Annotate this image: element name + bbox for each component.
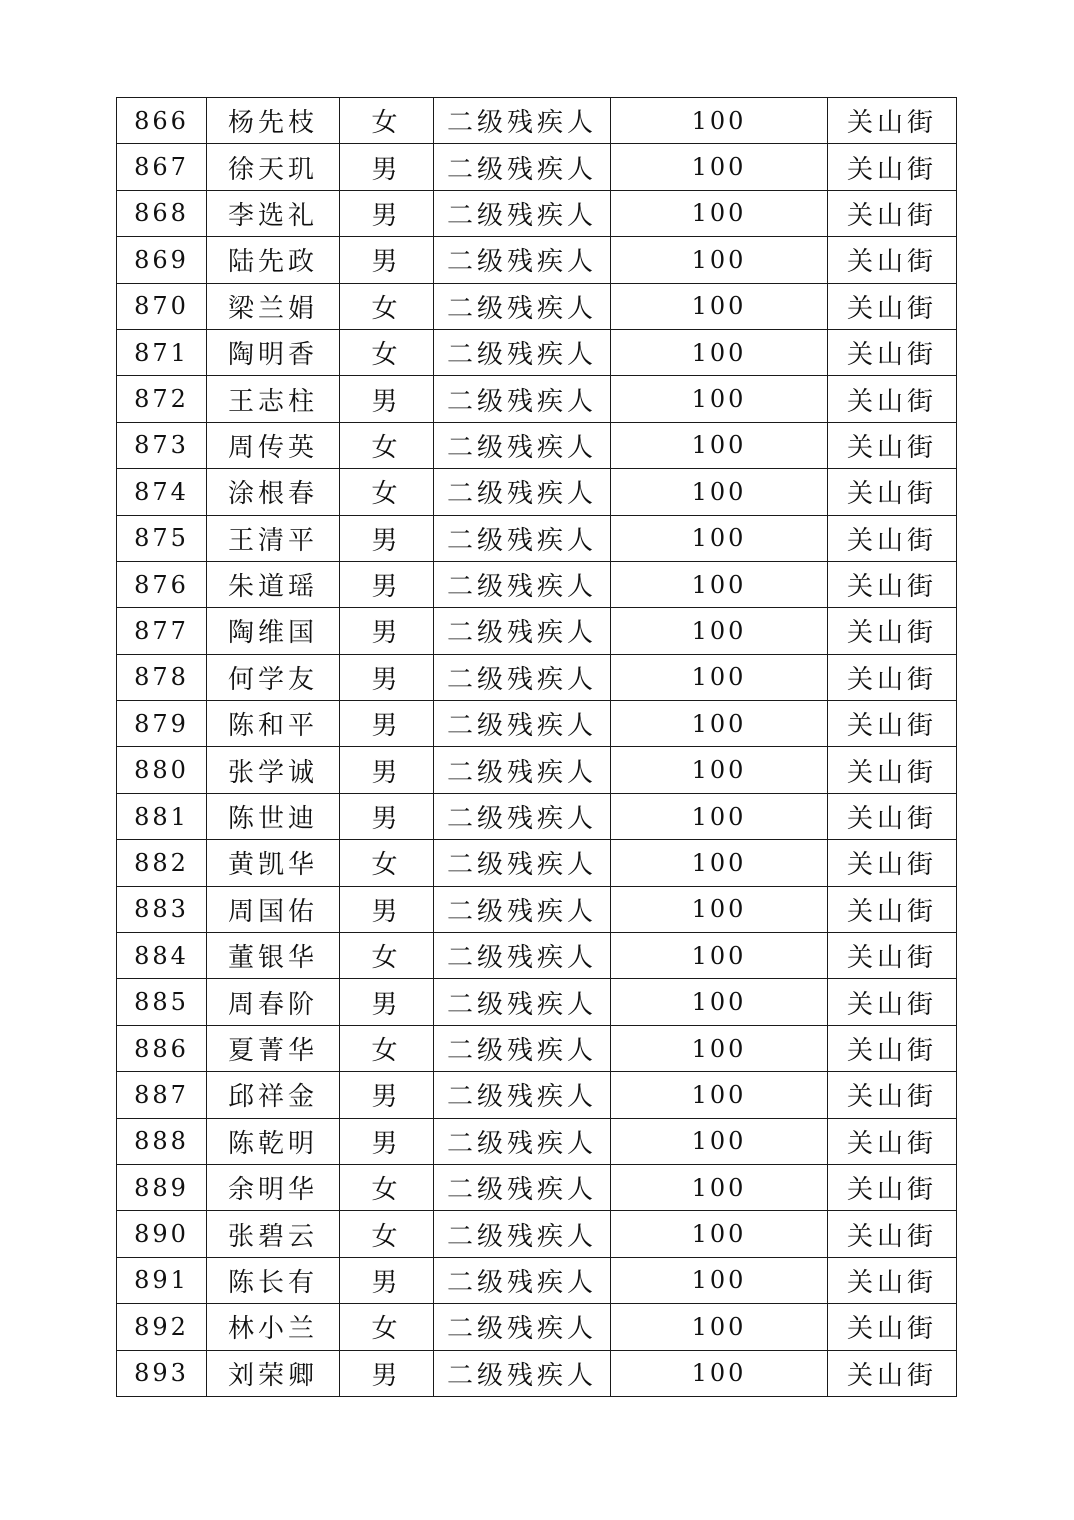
serial-number-cell: 889 bbox=[117, 1164, 207, 1210]
street-cell: 关山街 bbox=[828, 98, 957, 144]
amount-cell: 100 bbox=[611, 469, 828, 515]
street-cell: 关山街 bbox=[828, 376, 957, 422]
serial-number-cell: 886 bbox=[117, 1025, 207, 1071]
table-row bbox=[117, 1350, 957, 1396]
amount-cell: 100 bbox=[611, 329, 828, 375]
amount-cell: 100 bbox=[611, 1304, 828, 1350]
street-cell: 关山街 bbox=[828, 933, 957, 979]
serial-number-cell: 866 bbox=[117, 98, 207, 144]
recipient-table bbox=[116, 97, 957, 1397]
category-cell: 二级残疾人 bbox=[434, 561, 611, 607]
name-cell: 陶明香 bbox=[207, 329, 340, 375]
name-cell: 林小兰 bbox=[207, 1304, 340, 1350]
name-cell: 张碧云 bbox=[207, 1211, 340, 1257]
name-cell: 陈乾明 bbox=[207, 1118, 340, 1164]
table-row bbox=[117, 1164, 957, 1210]
serial-number-cell: 868 bbox=[117, 190, 207, 236]
street-cell: 关山街 bbox=[828, 654, 957, 700]
category-cell: 二级残疾人 bbox=[434, 515, 611, 561]
amount-cell: 100 bbox=[611, 1350, 828, 1396]
table-row bbox=[117, 515, 957, 561]
amount-cell: 100 bbox=[611, 1164, 828, 1210]
category-cell: 二级残疾人 bbox=[434, 283, 611, 329]
gender-cell: 女 bbox=[340, 1164, 434, 1210]
serial-number-cell: 871 bbox=[117, 329, 207, 375]
street-cell: 关山街 bbox=[828, 1350, 957, 1396]
name-cell: 周传英 bbox=[207, 422, 340, 468]
serial-number-cell: 880 bbox=[117, 747, 207, 793]
gender-cell: 女 bbox=[340, 283, 434, 329]
serial-number-cell: 869 bbox=[117, 237, 207, 283]
amount-cell: 100 bbox=[611, 886, 828, 932]
serial-number-cell: 883 bbox=[117, 886, 207, 932]
street-cell: 关山街 bbox=[828, 469, 957, 515]
amount-cell: 100 bbox=[611, 840, 828, 886]
category-cell: 二级残疾人 bbox=[434, 1304, 611, 1350]
name-cell: 朱道瑶 bbox=[207, 561, 340, 607]
category-cell: 二级残疾人 bbox=[434, 190, 611, 236]
street-cell: 关山街 bbox=[828, 237, 957, 283]
serial-number-cell: 879 bbox=[117, 701, 207, 747]
name-cell: 张学诚 bbox=[207, 747, 340, 793]
amount-cell: 100 bbox=[611, 283, 828, 329]
amount-cell: 100 bbox=[611, 98, 828, 144]
name-cell: 余明华 bbox=[207, 1164, 340, 1210]
name-cell: 李选礼 bbox=[207, 190, 340, 236]
gender-cell: 女 bbox=[340, 1025, 434, 1071]
amount-cell: 100 bbox=[611, 190, 828, 236]
gender-cell: 女 bbox=[340, 840, 434, 886]
amount-cell: 100 bbox=[611, 933, 828, 979]
category-cell: 二级残疾人 bbox=[434, 1072, 611, 1118]
category-cell: 二级残疾人 bbox=[434, 840, 611, 886]
gender-cell: 男 bbox=[340, 793, 434, 839]
table-row bbox=[117, 1304, 957, 1350]
street-cell: 关山街 bbox=[828, 747, 957, 793]
name-cell: 王志柱 bbox=[207, 376, 340, 422]
amount-cell: 100 bbox=[611, 376, 828, 422]
amount-cell: 100 bbox=[611, 793, 828, 839]
gender-cell: 女 bbox=[340, 98, 434, 144]
street-cell: 关山街 bbox=[828, 283, 957, 329]
gender-cell: 男 bbox=[340, 1350, 434, 1396]
street-cell: 关山街 bbox=[828, 1211, 957, 1257]
serial-number-cell: 884 bbox=[117, 933, 207, 979]
table-body bbox=[117, 98, 957, 1397]
amount-cell: 100 bbox=[611, 422, 828, 468]
category-cell: 二级残疾人 bbox=[434, 469, 611, 515]
category-cell: 二级残疾人 bbox=[434, 1211, 611, 1257]
name-cell: 陈和平 bbox=[207, 701, 340, 747]
amount-cell: 100 bbox=[611, 144, 828, 190]
table-row bbox=[117, 1118, 957, 1164]
street-cell: 关山街 bbox=[828, 422, 957, 468]
table-row bbox=[117, 144, 957, 190]
name-cell: 陈长有 bbox=[207, 1257, 340, 1303]
street-cell: 关山街 bbox=[828, 515, 957, 561]
serial-number-cell: 867 bbox=[117, 144, 207, 190]
category-cell: 二级残疾人 bbox=[434, 654, 611, 700]
category-cell: 二级残疾人 bbox=[434, 98, 611, 144]
name-cell: 何学友 bbox=[207, 654, 340, 700]
name-cell: 王清平 bbox=[207, 515, 340, 561]
serial-number-cell: 890 bbox=[117, 1211, 207, 1257]
category-cell: 二级残疾人 bbox=[434, 1350, 611, 1396]
street-cell: 关山街 bbox=[828, 1072, 957, 1118]
table-row bbox=[117, 561, 957, 607]
serial-number-cell: 885 bbox=[117, 979, 207, 1025]
gender-cell: 男 bbox=[340, 237, 434, 283]
amount-cell: 100 bbox=[611, 1211, 828, 1257]
category-cell: 二级残疾人 bbox=[434, 608, 611, 654]
amount-cell: 100 bbox=[611, 701, 828, 747]
table-row bbox=[117, 793, 957, 839]
amount-cell: 100 bbox=[611, 1257, 828, 1303]
serial-number-cell: 873 bbox=[117, 422, 207, 468]
amount-cell: 100 bbox=[611, 561, 828, 607]
table-row bbox=[117, 422, 957, 468]
table-row bbox=[117, 329, 957, 375]
name-cell: 梁兰娟 bbox=[207, 283, 340, 329]
name-cell: 周国佑 bbox=[207, 886, 340, 932]
name-cell: 涂根春 bbox=[207, 469, 340, 515]
gender-cell: 男 bbox=[340, 1118, 434, 1164]
serial-number-cell: 891 bbox=[117, 1257, 207, 1303]
street-cell: 关山街 bbox=[828, 144, 957, 190]
category-cell: 二级残疾人 bbox=[434, 747, 611, 793]
street-cell: 关山街 bbox=[828, 329, 957, 375]
table-row bbox=[117, 747, 957, 793]
street-cell: 关山街 bbox=[828, 190, 957, 236]
gender-cell: 男 bbox=[340, 190, 434, 236]
name-cell: 周春阶 bbox=[207, 979, 340, 1025]
street-cell: 关山街 bbox=[828, 979, 957, 1025]
table-row bbox=[117, 469, 957, 515]
name-cell: 陆先政 bbox=[207, 237, 340, 283]
name-cell: 董银华 bbox=[207, 933, 340, 979]
name-cell: 邱祥金 bbox=[207, 1072, 340, 1118]
name-cell: 夏菁华 bbox=[207, 1025, 340, 1071]
street-cell: 关山街 bbox=[828, 886, 957, 932]
table-row bbox=[117, 608, 957, 654]
name-cell: 黄凯华 bbox=[207, 840, 340, 886]
category-cell: 二级残疾人 bbox=[434, 329, 611, 375]
amount-cell: 100 bbox=[611, 1072, 828, 1118]
gender-cell: 男 bbox=[340, 515, 434, 561]
serial-number-cell: 875 bbox=[117, 515, 207, 561]
category-cell: 二级残疾人 bbox=[434, 979, 611, 1025]
street-cell: 关山街 bbox=[828, 1164, 957, 1210]
category-cell: 二级残疾人 bbox=[434, 886, 611, 932]
serial-number-cell: 877 bbox=[117, 608, 207, 654]
amount-cell: 100 bbox=[611, 515, 828, 561]
gender-cell: 女 bbox=[340, 469, 434, 515]
table-row bbox=[117, 237, 957, 283]
category-cell: 二级残疾人 bbox=[434, 1118, 611, 1164]
category-cell: 二级残疾人 bbox=[434, 701, 611, 747]
gender-cell: 男 bbox=[340, 1257, 434, 1303]
serial-number-cell: 881 bbox=[117, 793, 207, 839]
gender-cell: 男 bbox=[340, 144, 434, 190]
gender-cell: 女 bbox=[340, 1304, 434, 1350]
amount-cell: 100 bbox=[611, 747, 828, 793]
gender-cell: 女 bbox=[340, 422, 434, 468]
serial-number-cell: 870 bbox=[117, 283, 207, 329]
table-row bbox=[117, 840, 957, 886]
name-cell: 陈世迪 bbox=[207, 793, 340, 839]
gender-cell: 女 bbox=[340, 933, 434, 979]
table-row bbox=[117, 654, 957, 700]
table-row bbox=[117, 886, 957, 932]
gender-cell: 男 bbox=[340, 979, 434, 1025]
street-cell: 关山街 bbox=[828, 1257, 957, 1303]
table-row bbox=[117, 283, 957, 329]
category-cell: 二级残疾人 bbox=[434, 1025, 611, 1071]
serial-number-cell: 893 bbox=[117, 1350, 207, 1396]
gender-cell: 男 bbox=[340, 561, 434, 607]
amount-cell: 100 bbox=[611, 979, 828, 1025]
table-row bbox=[117, 979, 957, 1025]
serial-number-cell: 874 bbox=[117, 469, 207, 515]
name-cell: 陶维国 bbox=[207, 608, 340, 654]
gender-cell: 男 bbox=[340, 1072, 434, 1118]
amount-cell: 100 bbox=[611, 654, 828, 700]
category-cell: 二级残疾人 bbox=[434, 237, 611, 283]
name-cell: 杨先枝 bbox=[207, 98, 340, 144]
serial-number-cell: 892 bbox=[117, 1304, 207, 1350]
gender-cell: 男 bbox=[340, 886, 434, 932]
street-cell: 关山街 bbox=[828, 1304, 957, 1350]
street-cell: 关山街 bbox=[828, 793, 957, 839]
gender-cell: 男 bbox=[340, 747, 434, 793]
street-cell: 关山街 bbox=[828, 840, 957, 886]
table-row bbox=[117, 933, 957, 979]
street-cell: 关山街 bbox=[828, 561, 957, 607]
category-cell: 二级残疾人 bbox=[434, 793, 611, 839]
serial-number-cell: 888 bbox=[117, 1118, 207, 1164]
category-cell: 二级残疾人 bbox=[434, 1164, 611, 1210]
serial-number-cell: 876 bbox=[117, 561, 207, 607]
amount-cell: 100 bbox=[611, 1118, 828, 1164]
table-row bbox=[117, 98, 957, 144]
category-cell: 二级残疾人 bbox=[434, 422, 611, 468]
table-row bbox=[117, 376, 957, 422]
gender-cell: 男 bbox=[340, 654, 434, 700]
gender-cell: 男 bbox=[340, 608, 434, 654]
table-row bbox=[117, 1211, 957, 1257]
gender-cell: 男 bbox=[340, 701, 434, 747]
serial-number-cell: 878 bbox=[117, 654, 207, 700]
amount-cell: 100 bbox=[611, 237, 828, 283]
serial-number-cell: 882 bbox=[117, 840, 207, 886]
category-cell: 二级残疾人 bbox=[434, 933, 611, 979]
street-cell: 关山街 bbox=[828, 701, 957, 747]
category-cell: 二级残疾人 bbox=[434, 1257, 611, 1303]
gender-cell: 男 bbox=[340, 376, 434, 422]
street-cell: 关山街 bbox=[828, 1025, 957, 1071]
table-row bbox=[117, 701, 957, 747]
amount-cell: 100 bbox=[611, 1025, 828, 1071]
name-cell: 刘荣卿 bbox=[207, 1350, 340, 1396]
table-row bbox=[117, 1257, 957, 1303]
category-cell: 二级残疾人 bbox=[434, 144, 611, 190]
serial-number-cell: 887 bbox=[117, 1072, 207, 1118]
table-row bbox=[117, 1072, 957, 1118]
name-cell: 徐天玑 bbox=[207, 144, 340, 190]
gender-cell: 女 bbox=[340, 329, 434, 375]
gender-cell: 女 bbox=[340, 1211, 434, 1257]
serial-number-cell: 872 bbox=[117, 376, 207, 422]
table-row bbox=[117, 1025, 957, 1071]
category-cell: 二级残疾人 bbox=[434, 376, 611, 422]
street-cell: 关山街 bbox=[828, 1118, 957, 1164]
street-cell: 关山街 bbox=[828, 608, 957, 654]
table-row bbox=[117, 190, 957, 236]
amount-cell: 100 bbox=[611, 608, 828, 654]
